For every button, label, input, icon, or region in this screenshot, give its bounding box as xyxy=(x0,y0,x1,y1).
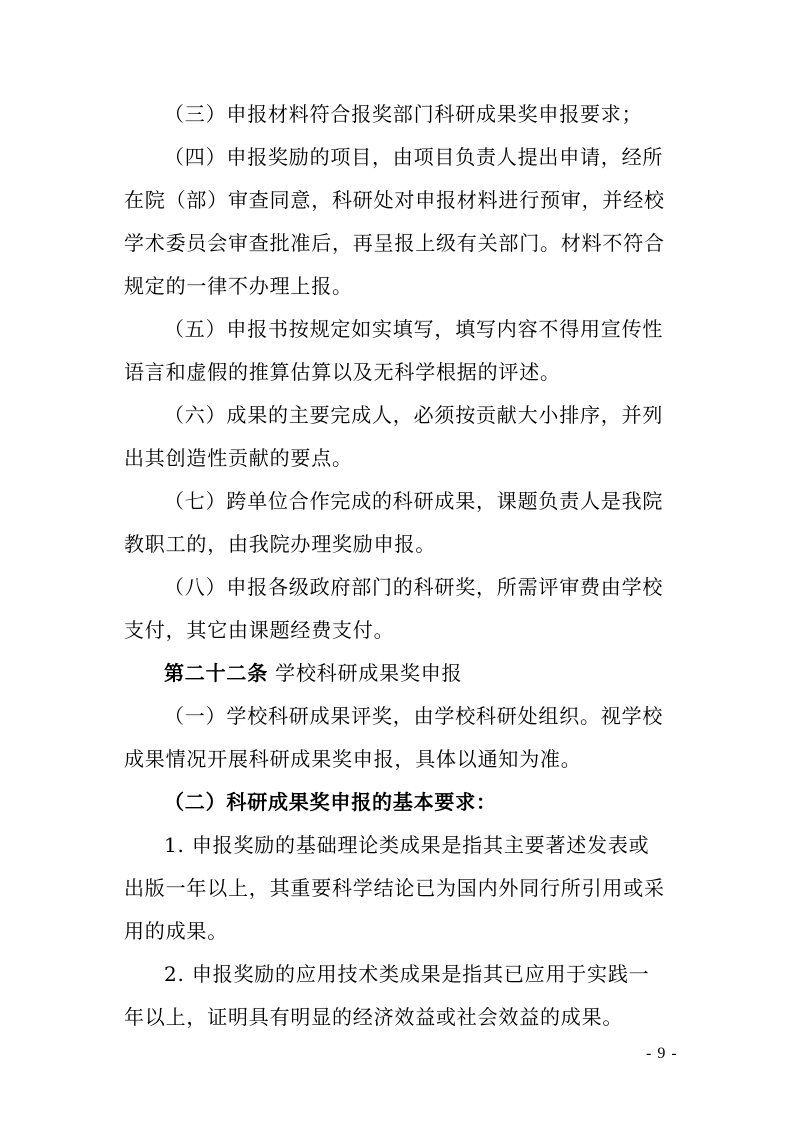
paragraph-line: 出版一年以上，其重要科学结论已为国内外同行所引用或采 xyxy=(124,876,665,900)
paragraph-line: （六）成果的主要完成人，必须按贡献大小排序，并列 xyxy=(164,403,664,427)
paragraph-line: 在院（部）审查同意，科研处对申报材料进行预审，并经校 xyxy=(124,188,665,212)
paragraph-line: （四）申报奖励的项目，由项目负责人提出申请，经所 xyxy=(164,145,664,169)
paragraph-line: 1. 申报奖励的基础理论类成果是指其主要著述发表或 xyxy=(164,833,650,857)
paragraph-line: （一）学校科研成果评奖，由学校科研处组织。视学校 xyxy=(164,704,664,728)
paragraph-line: 支付，其它由课题经费支付。 xyxy=(124,618,395,642)
article-heading xyxy=(164,659,462,687)
paragraph-line: （三）申报材料符合报奖部门科研成果奖申报要求； xyxy=(164,102,643,126)
section-heading: （二）科研成果奖申报的基本要求： xyxy=(164,790,497,814)
paragraph-line: 用的成果。 xyxy=(124,919,228,943)
paragraph-line: 年以上，证明具有明显的经济效益或社会效益的成果。 xyxy=(124,1005,624,1029)
paragraph-line: （八）申报各级政府部门的科研奖，所需评审费由学校 xyxy=(164,575,664,599)
paragraph-line: 2. 申报奖励的应用技术类成果是指其已应用于实践一 xyxy=(164,962,650,986)
paragraph-line: 学术委员会审查批准后，再呈报上级有关部门。材料不符合 xyxy=(124,231,665,255)
paragraph-line: 成果情况开展科研成果奖申报，具体以通知为准。 xyxy=(124,747,582,771)
article-number: 第二十二条 xyxy=(164,661,268,685)
paragraph-line: 出其创造性贡献的要点。 xyxy=(124,446,353,470)
paragraph-line: （五）申报书按规定如实填写，填写内容不得用宣传性 xyxy=(164,317,664,341)
page-number: - 9 - xyxy=(646,1045,678,1062)
article-title: 学校科研成果奖申报 xyxy=(268,661,463,685)
paragraph-line: （七）跨单位合作完成的科研成果，课题负责人是我院 xyxy=(164,489,664,513)
paragraph-line: 规定的一律不办理上报。 xyxy=(124,274,353,298)
paragraph-line: 语言和虚假的推算估算以及无科学根据的评述。 xyxy=(124,360,561,384)
paragraph-line: 教职工的，由我院办理奖励申报。 xyxy=(124,532,436,556)
